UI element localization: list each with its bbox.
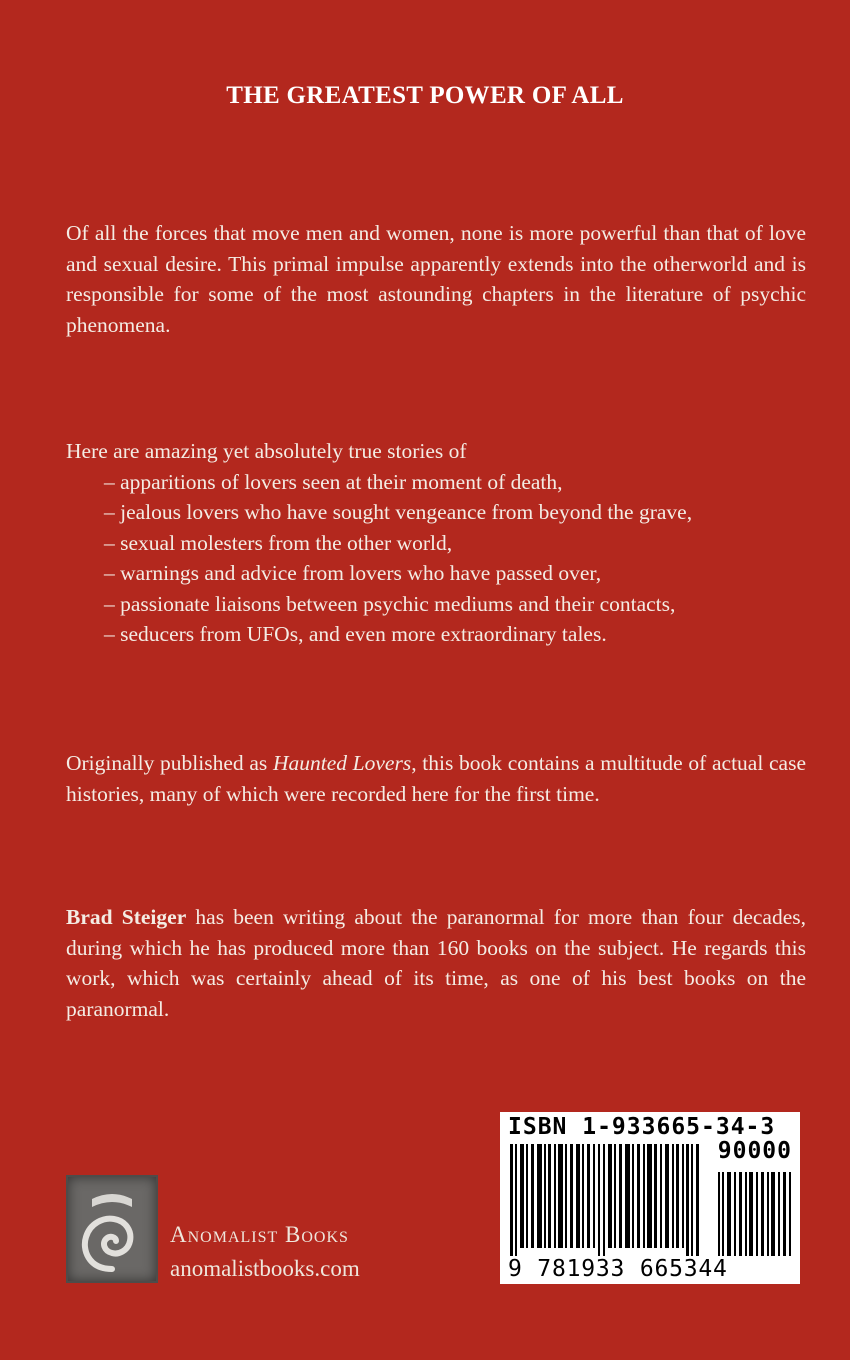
list-item: – passionate liaisons between psychic mediums and their contacts, bbox=[104, 591, 676, 616]
spiral-stone-logo-icon bbox=[66, 1175, 158, 1283]
price-bars bbox=[718, 1172, 794, 1256]
author-bio bbox=[66, 902, 806, 1024]
list-item: – apparitions of lovers seen at their moment of death, bbox=[104, 469, 563, 494]
author-name: Brad Steiger bbox=[66, 905, 187, 929]
author-bio-text: has been writing about the paranormal for more than four decades, during which he has produced more than 160 books on the subject. He regards this work, which was certainly ahead of its time, as one of his best books on the paranormal. bbox=[66, 905, 806, 1021]
ean-bars bbox=[510, 1144, 710, 1256]
list-item: – seducers from UFOs, and even more extraordinary tales. bbox=[104, 622, 607, 646]
publication-note-start: Originally published as bbox=[66, 751, 273, 775]
back-cover-title: THE GREATEST POWER OF ALL bbox=[226, 82, 624, 109]
intro-paragraph: Of all the forces that move men and women, none is more powerful than that of love and sexual desire. This primal impulse apparently extends into the otherworld and is responsible for some of the most astounding chapters in the literature of psychic phenomena. bbox=[66, 221, 806, 337]
original-title: Haunted Lovers bbox=[272, 751, 412, 775]
ean-number: 9 781933 665344 bbox=[508, 1256, 728, 1282]
isbn-barcode bbox=[500, 1112, 800, 1284]
publisher-url: anomalistbooks.com bbox=[170, 1256, 360, 1281]
list-intro: Here are amazing yet absolutely true stories of bbox=[66, 439, 467, 463]
publication-note bbox=[66, 748, 806, 809]
list-item: – warnings and advice from lovers who have passed over, bbox=[104, 561, 602, 585]
price-code: 90000 bbox=[717, 1138, 792, 1164]
list-item: – sexual molesters from the other world, bbox=[104, 530, 453, 555]
publisher-name: Anomalist Books bbox=[170, 1222, 349, 1247]
list-item: – jealous lovers who have sought vengeance from beyond the grave, bbox=[104, 500, 693, 524]
stories-list bbox=[66, 467, 806, 650]
publication-note-end: , this book contains a multitude of actual case histories, many of which were recorded here for the first time. bbox=[66, 751, 806, 806]
stories-list-block bbox=[66, 436, 806, 650]
isbn-text: ISBN 1-933665-34-3 bbox=[508, 1114, 776, 1140]
